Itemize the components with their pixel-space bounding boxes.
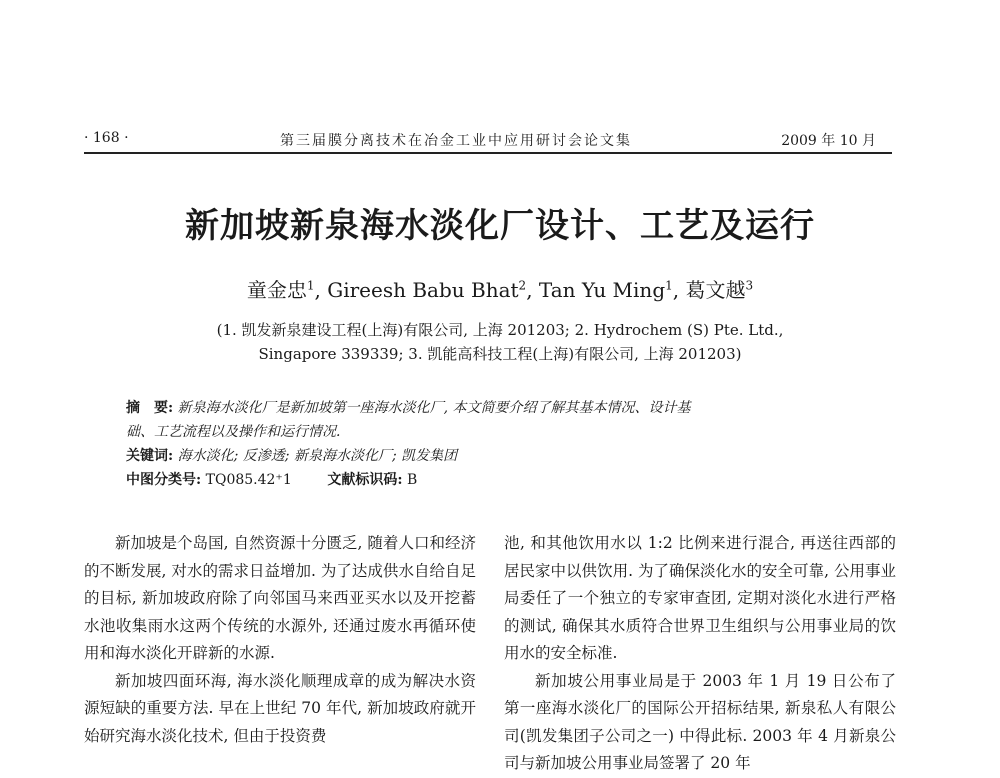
abstract-continued: [126, 420, 846, 444]
keywords: [126, 444, 846, 468]
doc-code: B: [406, 472, 418, 488]
body-column-left: [84, 530, 476, 750]
body-column-right: [504, 530, 896, 778]
doc-code-label: 文献标识码:: [327, 472, 403, 488]
paragraph: 新加坡四面环海, 海水淡化顺理成章的成为解决水资源短缺的重要方法. 早在上世纪 70 年代, 新加坡政府就开始研究海水淡化技术, 但由于投资费: [84, 671, 476, 745]
header-rule: [84, 152, 892, 154]
abstract: [126, 396, 846, 420]
conference-title: 第三届膜分离技术在冶金工业中应用研讨会论文集: [280, 133, 632, 149]
keywords-text: 海水淡化; 反渗透; 新泉海水淡化厂; 凯发集团: [177, 448, 458, 464]
affiliation-line: Singapore 339339; 3. 凯能高科技工程(上海)有限公司, 上海 201203): [258, 345, 742, 363]
author-name: 童金忠: [246, 278, 307, 302]
paragraph: 池, 和其他饮用水以 1:2 比例来进行混合, 再送往西部的居民家中以供饮用. 为了确保淡化水的安全可靠, 公用事业局委任了一个独立的专家审查团, 定期对淡化水进行严格的测试, 确保其水质符合世界卫生组织与公用事业局的饮用水的安全标准.: [504, 534, 896, 662]
author-affil-mark: 1: [665, 278, 673, 293]
affiliations: [0, 318, 1000, 366]
clc-label: 中图分类号:: [126, 472, 202, 488]
clc-code: TQ085.42⁺1: [205, 472, 292, 488]
keywords-label: 关键词:: [126, 448, 174, 464]
abstract-text-2: 础、工艺流程以及操作和运行情况.: [126, 424, 341, 440]
paper-title: 新加坡新泉海水淡化厂设计、工艺及运行: [185, 206, 815, 246]
paragraph: 新加坡公用事业局是于 2003 年 1 月 19 日公布了第一座海水淡化厂的国际公开招标结果, 新泉私人有限公司(凯发集团子公司之一) 中得此标. 2003 年 4 月新泉公司与新加坡公用事业局签署了 20 年: [504, 671, 896, 772]
author-affil-mark: 2: [518, 278, 527, 293]
author-name: 葛文越: [685, 278, 746, 302]
author-affil-mark: 3: [745, 278, 754, 293]
author-affil-mark: 1: [306, 278, 315, 293]
classification: [126, 468, 846, 492]
paragraph: 新加坡是个岛国, 自然资源十分匮乏, 随着人口和经济的不断发展, 对水的需求日益增加. 为了达成供水自给自足的目标, 新加坡政府除了向邻国马来西亚买水以及开挖蓄水池收集雨水这两个传统的水源外, 还通过废水再循环使用和海水淡化开辟新的水源.: [84, 534, 476, 662]
page-number: · 168 ·: [84, 130, 129, 146]
affiliation-line: (1. 凯发新泉建设工程(上海)有限公司, 上海 201203; 2. Hydrochem (S) Pte. Ltd.,: [216, 321, 784, 339]
author-name: Gireesh Babu Bhat: [327, 278, 519, 302]
abstract-text: 新泉海水淡化厂是新加坡第一座海水淡化厂, 本文简要介绍了解其基本情况、设计基: [177, 400, 691, 416]
abstract-block: [126, 396, 846, 492]
issue-date: 2009 年 10 月: [781, 133, 876, 149]
abstract-label: 摘 要:: [126, 400, 174, 416]
author-name: Tan Yu Ming: [538, 278, 666, 302]
running-header: [84, 126, 890, 152]
author-list: 童金忠$^1$, Gireesh Babu Bhat$^2$, Tan Yu Ming$^1$, 葛文越$^3$: [246, 278, 754, 302]
